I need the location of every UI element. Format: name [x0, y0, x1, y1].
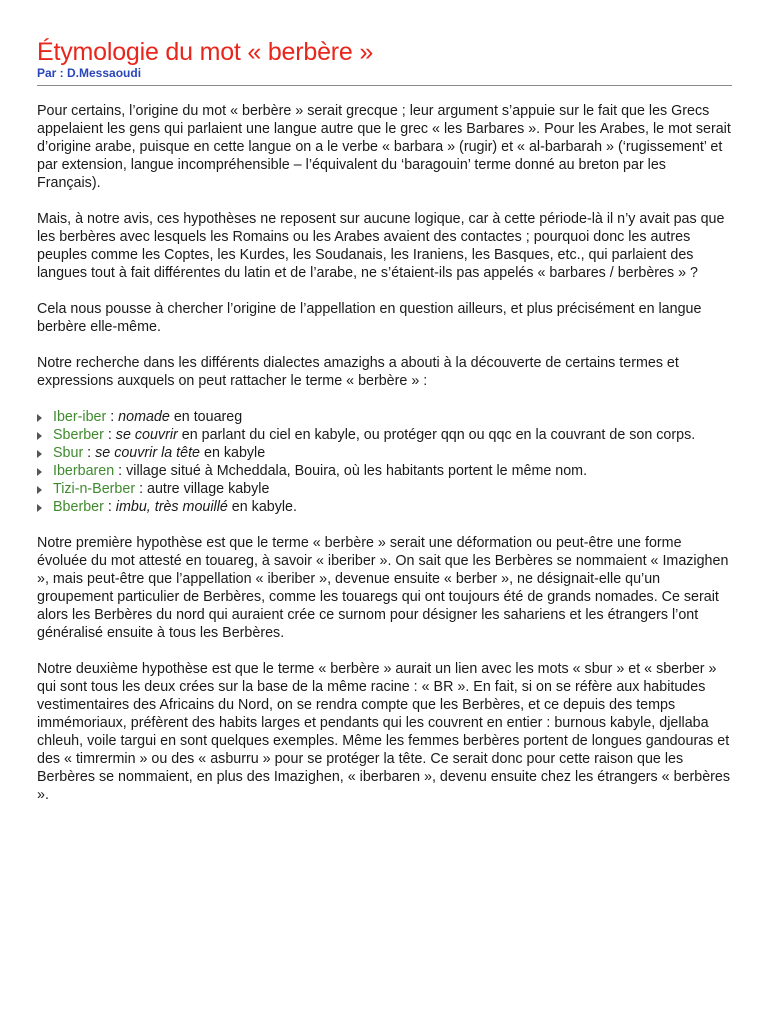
- bullet-arrow-icon: [37, 486, 42, 494]
- term-note: village situé à Mcheddala, Bouira, où les habitants portent le même nom.: [126, 463, 588, 479]
- term-definition: imbu, très mouillé: [115, 499, 228, 515]
- term-note: en kabyle: [200, 445, 266, 461]
- term-separator: :: [83, 445, 96, 461]
- list-item: [37, 408, 732, 426]
- term-note: en parlant du ciel en kabyle, ou protéger qqn ou qqc en la couvrant de son corps.: [177, 427, 696, 443]
- term-link[interactable]: Iber-iber: [53, 409, 107, 425]
- term-separator: :: [114, 463, 127, 479]
- term-list: [37, 408, 732, 516]
- term-link[interactable]: Sberber: [53, 427, 104, 443]
- term-separator: :: [103, 499, 116, 515]
- term-definition: nomade: [118, 409, 170, 425]
- header-divider: [37, 85, 732, 86]
- list-item: [37, 426, 732, 444]
- bullet-arrow-icon: [37, 414, 42, 422]
- list-item: [37, 498, 732, 516]
- page-title: Étymologie du mot « berbère »: [37, 38, 374, 66]
- term-link[interactable]: Iberbaren: [53, 463, 115, 479]
- term-link[interactable]: Bberber: [53, 499, 104, 515]
- author-byline: Par : D.Messaoudi: [37, 66, 142, 80]
- term-separator: :: [106, 409, 119, 425]
- article: [37, 38, 732, 822]
- list-item: [37, 444, 732, 462]
- bullet-arrow-icon: [37, 468, 42, 476]
- bullet-arrow-icon: [37, 504, 42, 512]
- article-body: [37, 102, 732, 804]
- term-note: en kabyle.: [227, 499, 297, 515]
- paragraph: Mais, à notre avis, ces hypothèses ne reposent sur aucune logique, car à cette période-là il n’y avait pas que les berbères avec lesquels les Romains ou les Arabes avaient des contactes ; pourquoi donc les autres peuples comme les Coptes, les Kurdes, les Soudanais, les Iraniens, les Basques, etc., qui parlaient des langues tout à fait différentes du latin et de l’arabe, ne s’étaient-ils pas appelés « barbares / berbères » ?: [37, 211, 725, 281]
- term-link[interactable]: Sbur: [53, 445, 84, 461]
- bullet-arrow-icon: [37, 450, 42, 458]
- paragraph: Cela nous pousse à chercher l’origine de l’appellation en question ailleurs, et plus précisément en langue berbère elle-même.: [37, 301, 702, 335]
- list-item: [37, 480, 732, 498]
- term-definition: se couvrir la tête: [95, 445, 201, 461]
- term-link[interactable]: Tizi-n-Berber: [53, 481, 136, 497]
- term-note: en touareg: [169, 409, 243, 425]
- bullet-arrow-icon: [37, 432, 42, 440]
- paragraph: Notre première hypothèse est que le terme « berbère » serait une déformation ou peut-être une forme évoluée du mot attesté en touareg, à savoir « iberiber ». On sait que les Berbères se nommaient « Imazighen », mais peut-être que l’appellation « iberiber », devenue ensuite « berber », ne désignait-elle qu’un groupement particulier de Berbères, comme les touaregs qui ont toujours été de grands nomades. Ce serait alors les Berbères du nord qui auraient crée ce surnom pour désigner les sahariens et les étrangers l’ont généralisé ensuite à tous les Berbères.: [37, 535, 729, 641]
- paragraph: Pour certains, l’origine du mot « berbère » serait grecque ; leur argument s’appuie sur le fait que les Grecs appelaient les gens qui parlaient une langue autre que le grec « les Barbares ». Pour les Arabes, le mot serait d’origine arabe, puisque en cette langue on a le verbe « barbara » (rugir) et « al-barbarah » (‘rugissement’ et par extension, langue incompréhensible – l’équivalent du ‘baragouin’ terme donné au breton par les Français).: [37, 103, 731, 191]
- paragraph: Notre recherche dans les différents dialectes amazighs a abouti à la découverte de certains termes et expressions auxquels on peut rattacher le terme « berbère » :: [37, 355, 679, 389]
- list-item: [37, 462, 732, 480]
- term-definition: se couvrir: [115, 427, 178, 443]
- term-note: autre village kabyle: [147, 481, 270, 497]
- term-separator: :: [135, 481, 148, 497]
- term-separator: :: [103, 427, 116, 443]
- paragraph: Notre deuxième hypothèse est que le terme « berbère » aurait un lien avec les mots « sbur » et « sberber » qui sont tous les deux crées sur la base de la même racine : « BR ». En fait, si on se réfère aux habitudes vestimentaires des Africains du Nord, on se rendra compte que les Berbères, et ce depuis des temps immémoriaux, préfèrent des habits larges et pendants qui les couvrent en entier : burnous kabyle, djellaba chleuh, voile targui en sont quelques exemples. Même les femmes berbères portent de longues gandouras et des « timrermin » ou des « asburru » pour se protéger la tête. Ce serait donc pour cette raison que les Berbères se nommaient, en plus des Imazighen, « iberbaren », devenu ensuite chez les étrangers « berbères ».: [37, 661, 731, 803]
